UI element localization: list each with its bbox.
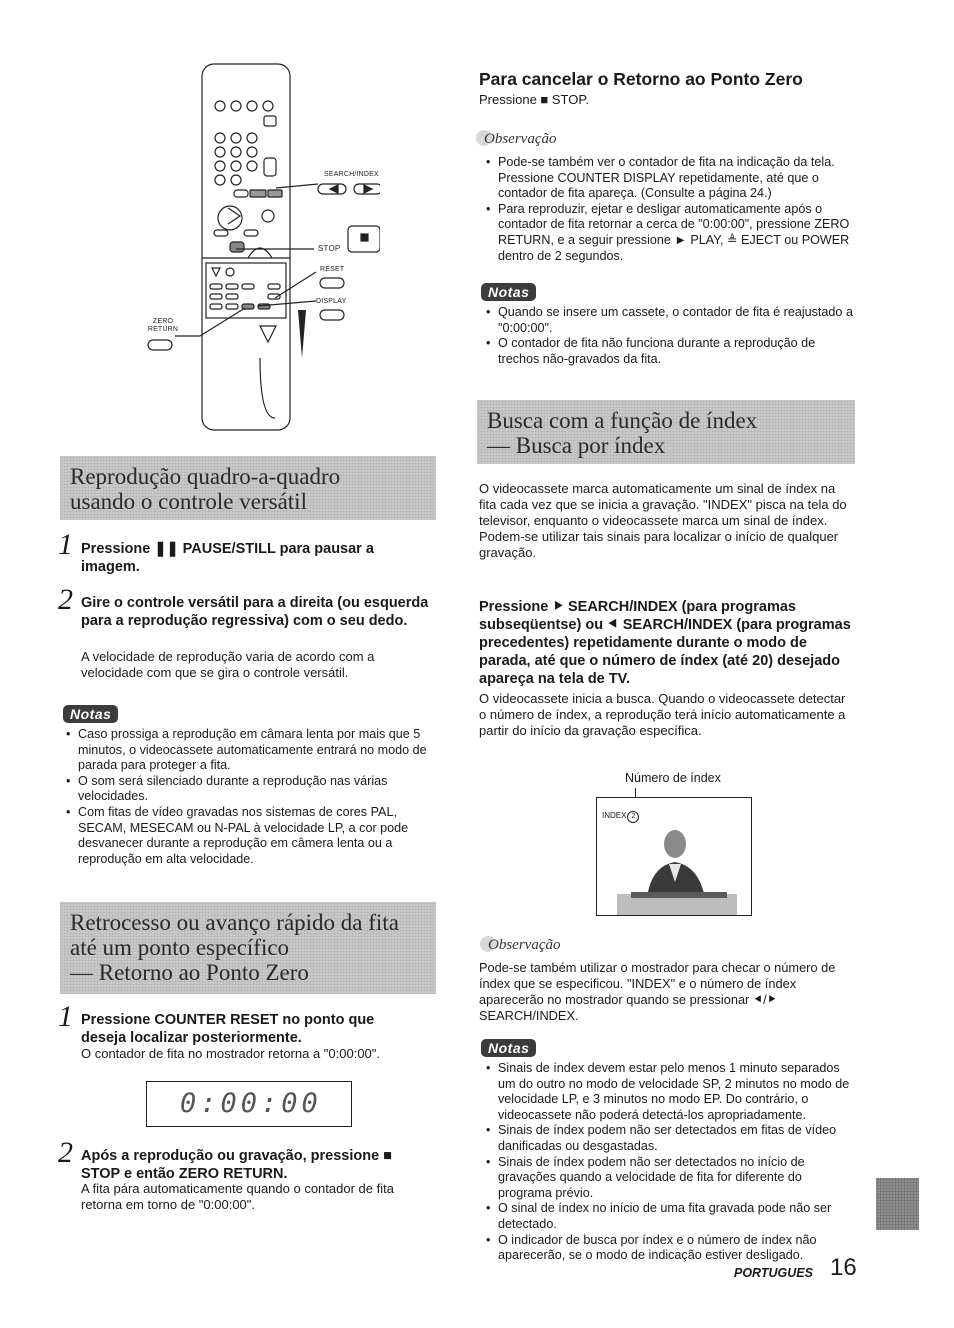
banner-retorno-ponto-zero (60, 902, 436, 994)
observacao-heading-1: Observação (476, 130, 556, 148)
list-item: • Caso prossiga a reprodução em câmara lenta por mais que 5 minutos, o videocassete automaticamente entrará no modo de parada para proteger a fita. (66, 727, 432, 774)
index-step-heading: Pressione ⯈ SEARCH/INDEX (para programas subseqüentse) ou ⯇ SEARCH/INDEX (para programas precedentes) repetidamente durante o modo de parada, até que o número de índex (até 20) desejado apareça na tela de TV. (479, 599, 851, 687)
banner-line: Busca com a função de índex (487, 408, 758, 433)
banner-line: — Busca por índex (487, 433, 666, 458)
list-item: • Quando se insere um cassete, o contador de fita é reajustado a "0:00:00". (486, 305, 856, 336)
remote-control-illustration (140, 58, 380, 438)
frame-step-2-heading: Gire o controle versátil para a direita (ou esquerda para a reprodução regressiva) com o seu dedo. (81, 595, 429, 629)
list-item: • Sinais de índex devem estar pelo menos 1 minuto separados um do outro no modo de velocidade SP, 2 minutos no modo de velocidade LP, e 3 minutos no modo EP. Do contrário, o videocassete não poderá detectá-los apropriadamente. (486, 1061, 856, 1123)
notas-list-3 (486, 1061, 856, 1264)
list-item: • Para reproduzir, ejetar e desligar automaticamente após o contador de fita retornar a cerca de "0:00:00", pressione ZERO RETURN, e a seguir pressione ► PLAY, ≜ EJECT ou POWER dentro de 2 segundos. (486, 202, 856, 264)
step-number: 1 (58, 1000, 73, 1033)
zero-step-2-body: A fita pára automaticamente quando o contador de fita retorna em torno de "0:00:00". (81, 1181, 394, 1212)
notas-list-2 (66, 727, 432, 867)
step-number: 1 (58, 528, 73, 561)
zero-step-2-heading: Após a reprodução ou gravação, pressione ■ STOP e então ZERO RETURN. (81, 1148, 392, 1182)
tv-osd-index: INDEX 2 (602, 811, 639, 823)
notas-list-1 (486, 305, 856, 367)
step-number: 2 (58, 583, 73, 616)
list-item: • O indicador de busca por índex e o número de índex não aparecerão, se o modo de indicação estiver desligado. (486, 1233, 856, 1264)
frame-step-2-body: A velocidade de reprodução varia de acordo com a velocidade com que se gira o controle versátil. (81, 649, 375, 680)
observacao-text-2: Pode-se também utilizar o mostrador para checar o número de índex que se especificou. "INDEX" e o número de índex aparecerão no mostrador quando se pressionar ⯇/⯈ SEARCH/INDEX. (479, 960, 836, 1023)
remote-label-search-index: SEARCH/INDEX (324, 171, 379, 178)
banner-quadro-a-quadro (60, 456, 436, 520)
tv-anchor-figure (617, 818, 737, 916)
banner-busca-index (477, 400, 855, 464)
list-item: • Sinais de índex podem não ser detectados no início de gravações quando a velocidade de fita for diferente do programa prévio. (486, 1155, 856, 1202)
list-item: • O som será silenciado durante a reprodução nas várias velocidades. (66, 774, 432, 805)
notas-badge-3: Notas (481, 1039, 536, 1057)
index-intro: O videocassete marca automaticamente um sinal de índex na fita cada vez que se inicia a gravação. "INDEX" pisca na tela do televisor, enquanto o videocassete marca um sinal de índex. Podem-se utilizar tais sinais para localizar o início de qualquer gravação. (479, 481, 847, 560)
banner-line: Retrocesso ou avanço rápido da fita (70, 910, 399, 935)
notas-badge-2: Notas (63, 705, 118, 723)
remote-label-display: DISPLAY (316, 298, 347, 305)
tv-caption: Número de índex (625, 771, 721, 785)
frame-step-1-heading: Pressione ❚❚ PAUSE/STILL para pausar a imagem. (81, 541, 374, 575)
remote-label-zero-return: ZERO RETURN (147, 318, 179, 333)
cancel-zero-return-title: Para cancelar o Retorno ao Ponto Zero (479, 69, 803, 89)
counter-display-readout: 0:00:00 (180, 1088, 322, 1119)
observacao-heading-2: Observação (480, 936, 560, 954)
tv-screen (596, 797, 752, 916)
tv-index-number: 2 (627, 811, 639, 823)
list-item: • Com fitas de vídeo gravadas nos sistemas de cores PAL, SECAM, MESECAM ou N-PAL à velocidade LP, a cor pode desvanecer durante a reprodução em câmera lenta ou a reprodução em alta velocidade. (66, 805, 432, 867)
banner-line: até um ponto específico (70, 935, 290, 960)
list-item: • O sinal de índex no início de uma fita gravada pode não ser detectado. (486, 1201, 856, 1232)
list-item: • Pode-se também ver o contador de fita na indicação da tela. Pressione COUNTER DISPLAY repetidamente, até que o contador de fita apareça. (Consulte a página 24.) (486, 155, 856, 202)
index-step-body: O videocassete inicia a busca. Quando o videocassete detectar o número de índex, a reprodução terá início automaticamente a partir do início da gravação específica. (479, 691, 846, 738)
step-number: 2 (58, 1136, 73, 1169)
thumb-tab (876, 1178, 919, 1230)
list-item: • Sinais de índex podem não ser detectados em fitas de vídeo danificadas ou desgastadas. (486, 1123, 856, 1154)
banner-line: usando o controle versátil (70, 489, 307, 514)
notas-badge-1: Notas (481, 283, 536, 301)
banner-line: Reprodução quadro-a-quadro (70, 464, 341, 489)
remote-label-reset: RESET (320, 266, 345, 273)
observacao-list-1 (486, 155, 856, 264)
zero-step-1-body: O contador de fita no mostrador retorna a "0:00:00". (81, 1046, 381, 1061)
page-number: 16 (830, 1254, 857, 1281)
list-item: • O contador de fita não funciona durante a reprodução de trechos não-gravados da fita. (486, 336, 856, 367)
remote-label-stop: STOP (318, 244, 341, 253)
banner-line: — Retorno ao Ponto Zero (70, 960, 309, 985)
footer-language: PORTUGUES (734, 1266, 813, 1280)
zero-step-1-heading: Pressione COUNTER RESET no ponto que deseja localizar posteriormente. (81, 1012, 375, 1046)
cancel-zero-return-text: Pressione ■ STOP. (479, 92, 589, 107)
